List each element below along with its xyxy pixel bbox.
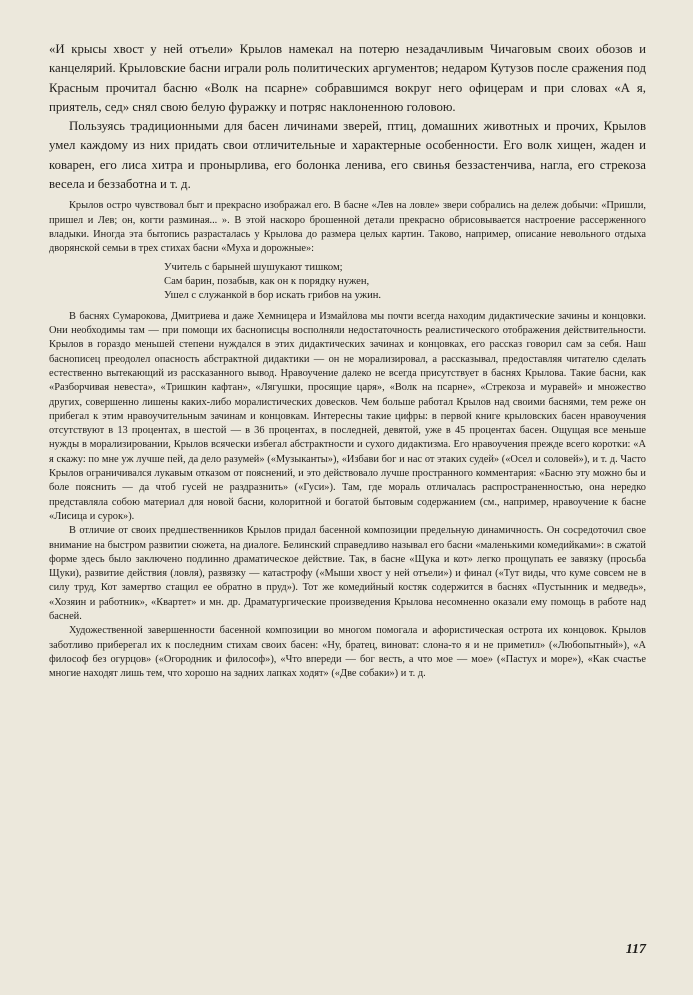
paragraph-crows-tail: «И крысы хвост у ней отъели» Крылов намекал на потерю незадачливым Чичаговым своих обозов и канцелярий. Крыловские басни играли роль политических аргументов; недаром Кутузов после сражения под Красным прочитал басню «Волк на псарне» собравшимся вокруг него офицерам и при словах «А я, приятель, сед» снял свою белую фуражку и потряс наклоненною головою. (49, 42, 646, 114)
paragraph-aphorisms: Художественной завершенности басенной композиции во многом помогала и афористическая острота их концовок. Крылов заботливо приберегал их к последним стихам своих басен: «Ну, братец, виноват: слона-то я и не приметил» («Любопытный»), «А философ без огурцов» («Огородник и философ»), «Что впереди — бог весть, а что мое — мое» («Пастух и море»), «Как счастье многие находят лишь тем, что хорошо на задних лапках ходят» («Две собаки») и т. д. (49, 625, 646, 680)
paragraph-composition: В отличие от своих предшественников Крылов придал басенной композиции предельную динамичность. Он сосредоточил свое внимание на быстром развитии сюжета, на диалоге. Белинский справедливо называл его басни «маленькими комедийками»: в сжатой форме здесь было заключено подлинно драматическое действие. Так, в басне «Щука и кот» легко прощупать ее завязку (просьба Щуки), развитие действия (ловля), развязку — катастрофу («Мыши хвост у ней отъели») и финал («Тут виды, что куме совсем не в силу труд, Кот замертво стащил ее обратно в пруд»). Тот же комедийный костяк содержится в баснях «Пустынник и медведь», «Хозяин и работник», «Квартет» и мн. др. Драматургические произведения Крылова несомненно оказали ему помощь в работе над басней. (49, 525, 646, 623)
verse-line: Учитель с барыней шушукают тишком; (164, 261, 343, 273)
page-number: 117 (625, 942, 646, 957)
verse-line: Сам барин, позабыв, как он к порядку нужен, (164, 275, 370, 287)
paragraph-everyday-life: Крылов остро чувствовал быт и прекрасно изображал его. В басне «Лев на ловле» звери собрались на дележ добычи: «Пришли, пришел и Лев; он, когти разминая... ». В этой наскоро брошенной детали прекрасно обрисовывается настроение рассерженного владыки. Иногда эта бытопись разрасталась у Крылова до размера целых картин. Таково, например, описание невольного отдыха дворянской семьи в трех стихах басни «Муха и дорожные»: (49, 200, 646, 255)
paragraph-didactic: В баснях Сумарокова, Дмитриева и даже Хемницера и Измайлова мы почти всегда находим дидактические зачины и концовки. Они необходимы там — при помощи их баснописцы восполняли недостаточность реалистического отображения действительности. Крылов в гораздо меньшей степени нуждался в этих дидактических зачинах и концовках, его рассказ говорил сам за себя. Наш баснописец преодолел опасность абстрактной дидактики — он не морализировал, а рассказывал, предоставляя читателю сделать естественно вытекающий из рассказанного вывод. Нравоучение далеко не всегда присутствует в баснях Крылова. Такие басни, как «Разборчивая невеста», «Тришкин кафтан», «Лягушки, просящие царя», «Волк на псарне», «Стрекоза и муравей» и множество других, совершенно лишены каких-либо моралистических довесков. Чем больше работал Крылов над своими баснями, тем реже он прибегал к этим нравоучительным зачинам и концовкам. Интересны такие цифры: в первой книге крыловских басен нравоучения отсутствуют в 13 процентах, в шестой — в 36 процентах, в последней, девятой, уже в 45 процентах басен. Ощущая все меньше нужды в морализировании, Крылов всячески избегал абстрактности и сухого дидактизма. Его нравоучения прежде всего коротки: «А я скажу: по мне уж лучше пей, да дело разумей» («Музыканты»), «Избави бог и нас от этаких судей» («Осел и соловей»), и т. д. Часто Крылов ограничивался лукавым отказом от пояснений, и это действовало лучше пространного комментария: «Басню эту можно бы и боле пояснить — да чтоб гусей не раздразнить» («Гуси»). Там, где мораль отличалась распространенностью, она нередко представляла собою материал для новой басни, колоритной и богатой бытовым содержанием (см., например, нравоучение к басне «Лисица и сурок»). (49, 310, 646, 522)
verse-quote (164, 261, 646, 304)
paragraph-animal-masks: Пользуясь традиционными для басен личинами зверей, птиц, домашних животных и прочих, Крылов умел каждому из них придать свои отличительные и характерные особенности. Его волк хищен, жаден и коварен, его лиса хитра и пронырлива, его болонка ленива, его свинья беззастенчива, нагла, его стрекоза весела и беззаботна и т. д. (49, 119, 646, 192)
verse-line: Ушел с служанкой в бор искать грибов на ужин. (164, 290, 382, 302)
